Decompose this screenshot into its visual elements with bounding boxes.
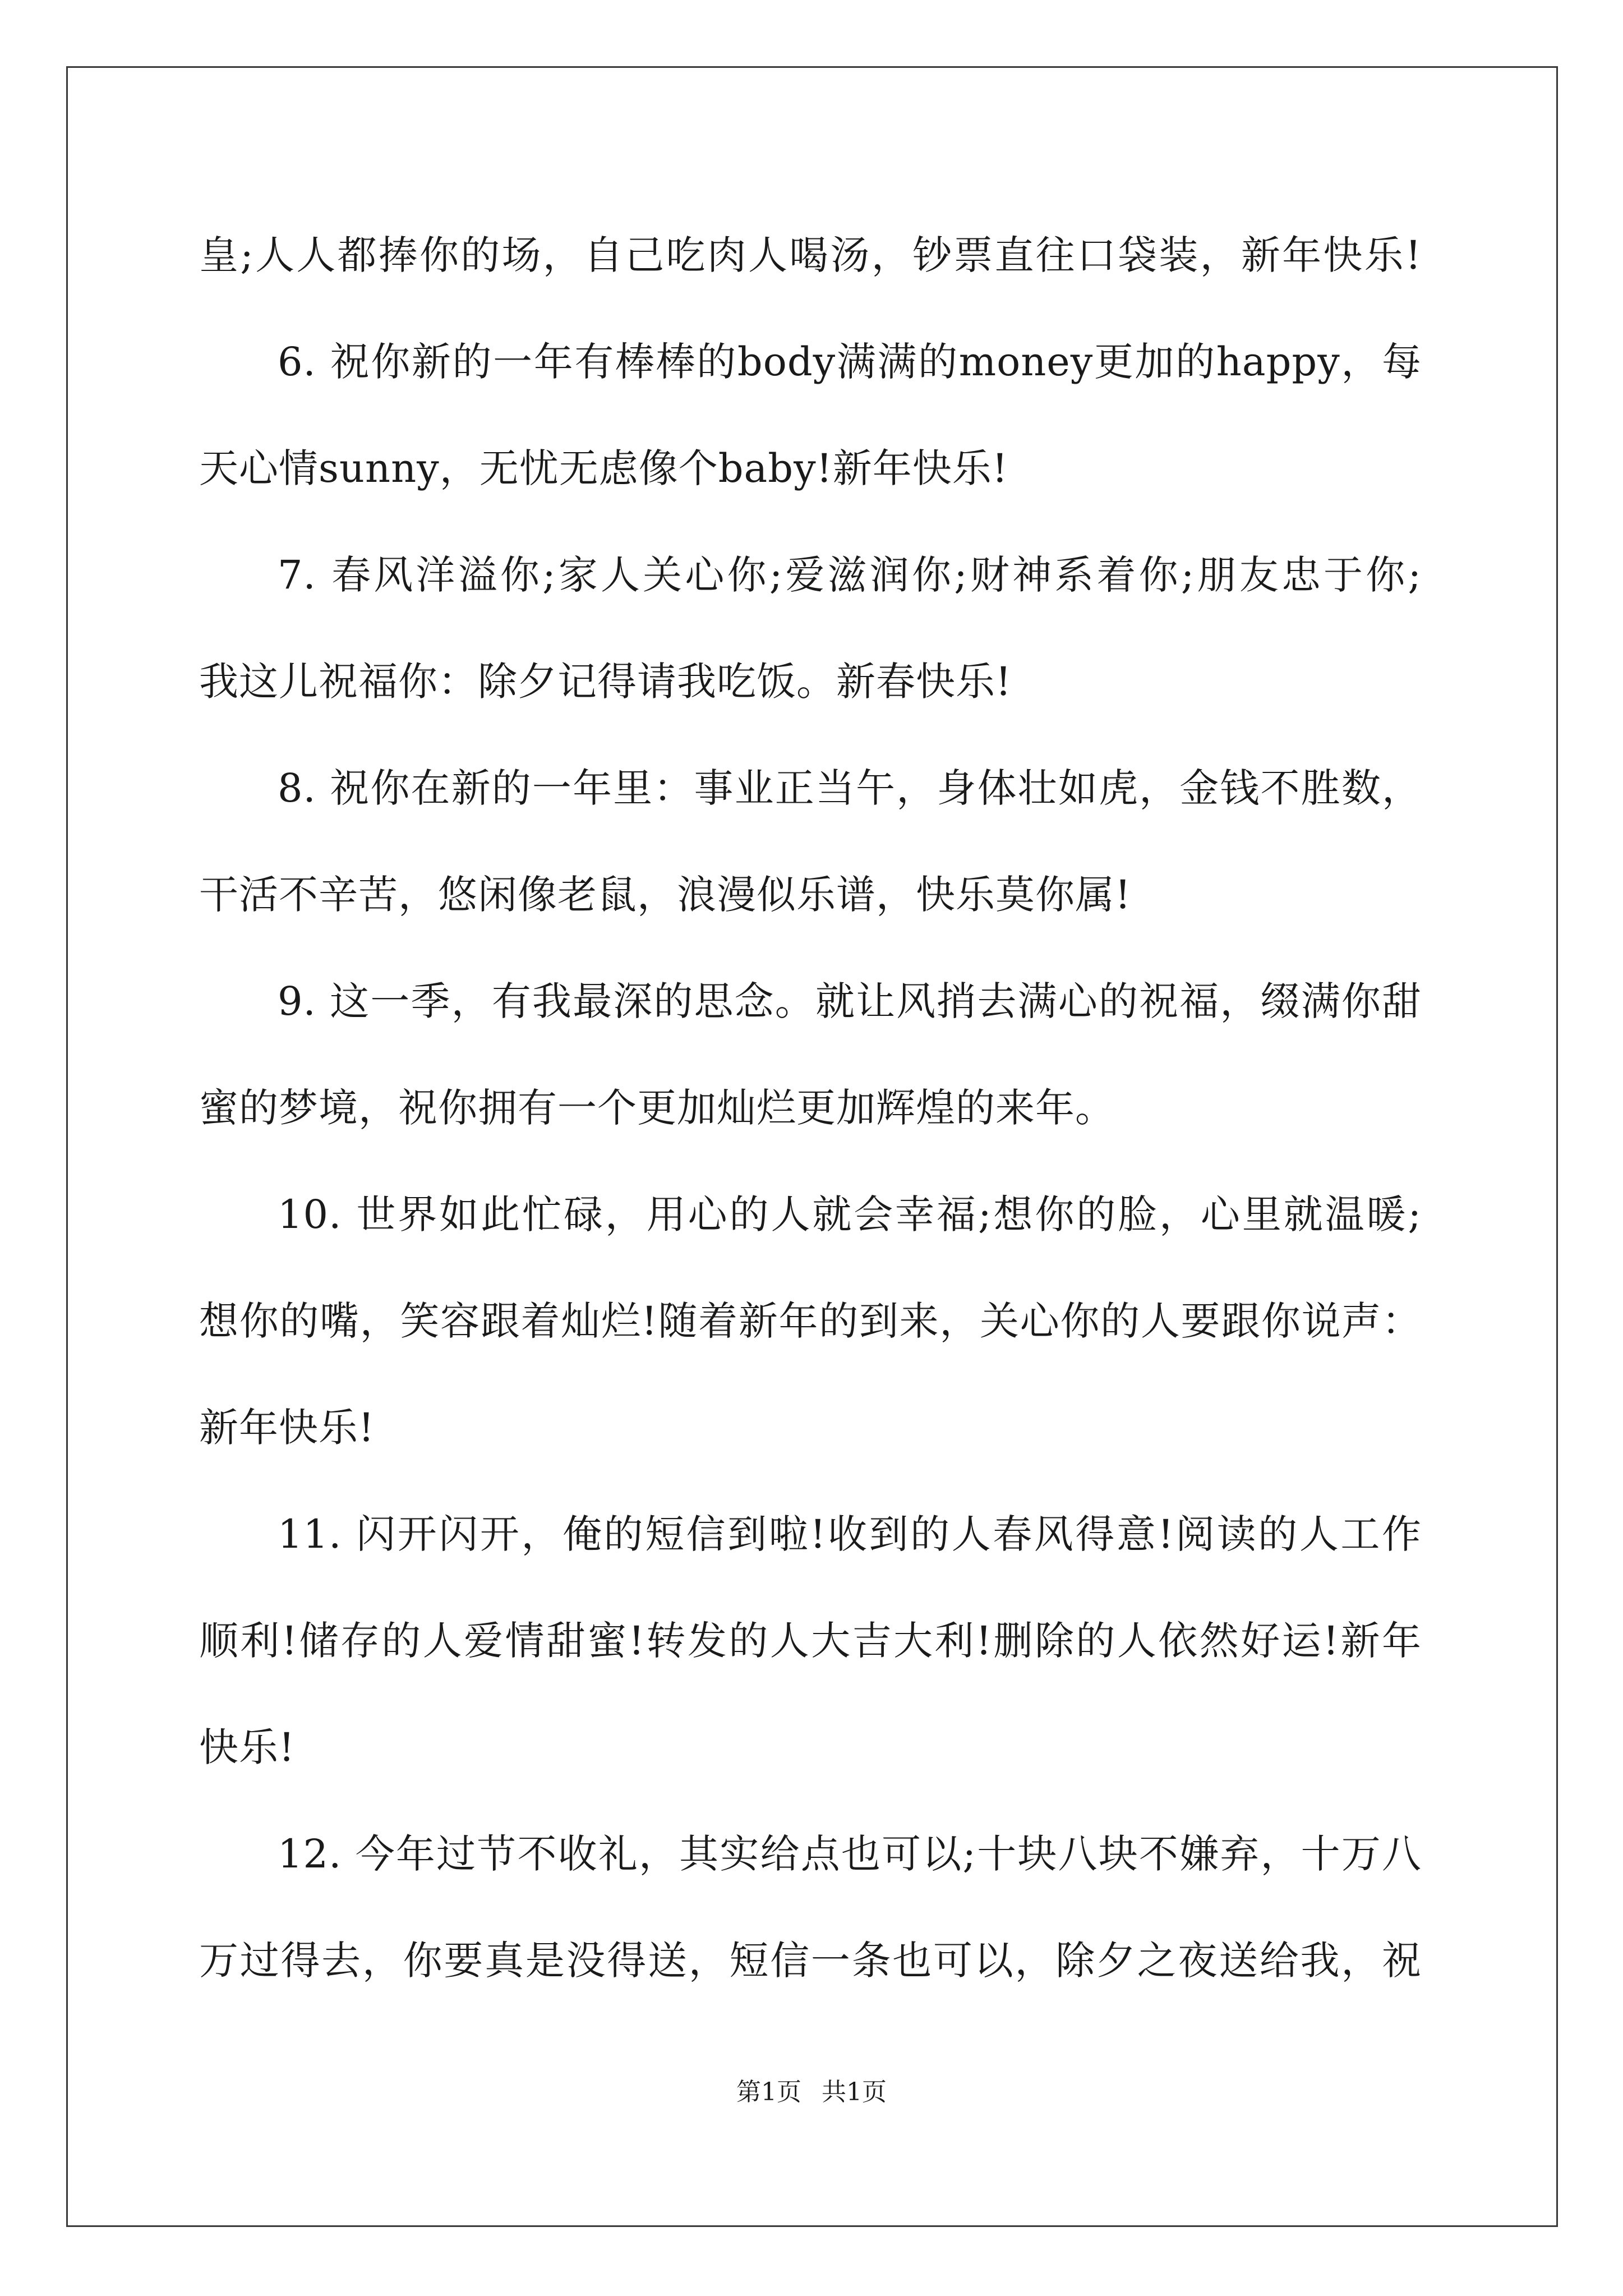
page-total: 共1页 (822, 2078, 887, 2106)
text-line: 我这儿祝福你：除夕记得请我吃饭。新春快乐! (199, 659, 1012, 705)
paragraph-12-first-line: 12. 今年过节不收礼，其实给点也可以;十块八块不嫌弃，十万八 (278, 1831, 1422, 1877)
paragraph-11-first-line: 11. 闪开闪开，俺的短信到啦!收到的人春风得意!阅读的人工作 (278, 1511, 1422, 1557)
text-line: 万过得去，你要真是没得送，短信一条也可以，除夕之夜送给我，祝 (199, 1938, 1422, 1984)
paragraph-9-first-line: 9. 这一季，有我最深的思念。就让风捎去满心的祝福，缀满你甜 (278, 978, 1422, 1024)
paragraph-7-first-line: 7. 春风洋溢你;家人关心你;爱滋润你;财神系着你;朋友忠于你; (278, 552, 1422, 598)
text-line: 想你的嘴，笑容跟着灿烂!随着新年的到来，关心你的人要跟你说声： (199, 1298, 1422, 1344)
text-line: 干活不辛苦，悠闲像老鼠，浪漫似乐谱，快乐莫你属! (199, 872, 1132, 918)
text-line: 快乐! (199, 1724, 296, 1770)
paragraph-6-first-line: 6. 祝你新的一年有棒棒的body满满的money更加的happy，每 (278, 339, 1422, 385)
text-line: 顺利!储存的人爱情甜蜜!转发的人大吉大利!删除的人依然好运!新年 (199, 1618, 1422, 1664)
text-line: 天心情sunny，无忧无虑像个baby!新年快乐! (199, 445, 1008, 491)
text-line: 皇;人人都捧你的场，自己吃肉人喝汤，钞票直往口袋装，新年快乐! (199, 232, 1422, 278)
paragraph-10-first-line: 10. 世界如此忙碌，用心的人就会幸福;想你的脸，心里就温暖; (278, 1191, 1422, 1237)
page-footer (0, 2076, 1623, 2109)
page-number: 第1页 (736, 2078, 801, 2106)
document-body (199, 202, 1422, 2014)
paragraph-8-first-line: 8. 祝你在新的一年里：事业正当午，身体壮如虎，金钱不胜数， (278, 765, 1422, 811)
text-line: 蜜的梦境，祝你拥有一个更加灿烂更加辉煌的来年。 (199, 1085, 1115, 1131)
text-line: 新年快乐! (199, 1405, 375, 1451)
